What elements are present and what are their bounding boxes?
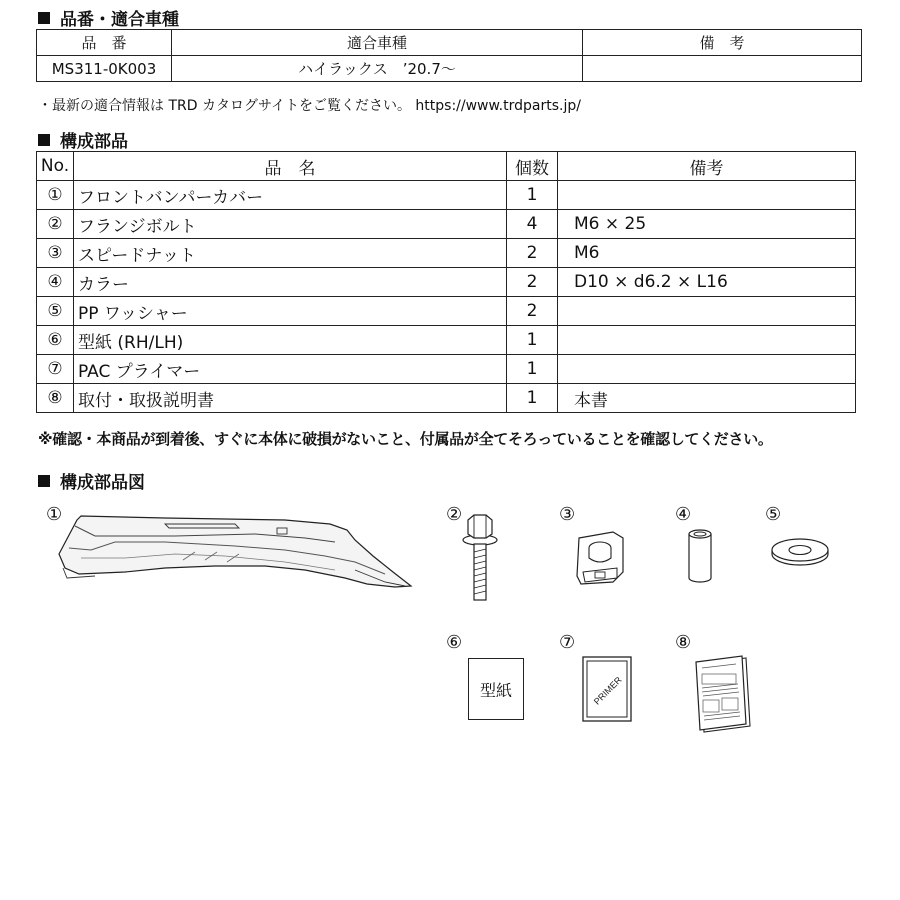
header-vehicle: 適合車種 [172,30,583,56]
part-number-3: ③ [559,504,576,525]
part-number-8: ⑧ [675,632,692,653]
parts-section-title: 構成部品 [60,132,128,152]
diagram-section-heading [38,468,145,493]
row-name: PP ワッシャー [74,297,507,326]
row-note [558,326,856,355]
row-note [558,181,856,210]
vehicle-fitment: ハイラックス ’20.7～ [172,56,583,82]
square-bullet-icon [38,134,50,146]
row-qty: 1 [507,355,558,384]
header-part-number: 品 番 [37,30,172,56]
part-number-1: ① [46,504,63,525]
row-qty: 1 [507,384,558,413]
parts-section-heading [38,127,128,152]
collar-illustration [685,528,715,584]
part-number: MS311-0K003 [37,56,172,82]
header-qty: 個数 [507,152,558,181]
product-table-row [37,56,862,82]
row-no: ⑤ [37,297,74,326]
pp-washer-illustration [770,535,830,569]
row-no: ③ [37,239,74,268]
diagram-section-title: 構成部品図 [60,473,145,493]
product-table-header [37,30,862,56]
primer-pad-illustration [582,656,632,722]
product-table [36,29,862,82]
part-number-6: ⑥ [446,632,463,653]
square-bullet-icon [38,475,50,487]
part-number-5: ⑤ [765,504,782,525]
header-note: 備考 [558,152,856,181]
table-row [37,239,856,268]
header-name: 品 名 [74,152,507,181]
part-number-4: ④ [675,504,692,525]
primer-label: PRIMER [591,674,624,707]
row-qty: 1 [507,181,558,210]
row-note: M6 [558,239,856,268]
part-number-2: ② [446,504,463,525]
header-no: No. [37,152,74,181]
row-note [558,355,856,384]
row-qty: 2 [507,268,558,297]
row-no: ⑦ [37,355,74,384]
row-name: 型紙 (RH/LH) [74,326,507,355]
row-qty: 2 [507,297,558,326]
row-name: フランジボルト [74,210,507,239]
row-note [558,297,856,326]
row-qty: 2 [507,239,558,268]
square-bullet-icon [38,12,50,24]
header-remarks: 備 考 [583,30,862,56]
table-row [37,268,856,297]
row-no: ② [37,210,74,239]
instruction-manual-illustration [692,654,756,734]
part-number-7: ⑦ [559,632,576,653]
product-section-heading [38,5,179,30]
row-qty: 4 [507,210,558,239]
table-row [37,384,856,413]
template-paper-illustration [468,658,524,720]
row-name: カラー [74,268,507,297]
row-name: スピードナット [74,239,507,268]
speed-nut-illustration [573,528,629,588]
parts-table [36,151,856,413]
row-note: D10 × d6.2 × L16 [558,268,856,297]
row-name: 取付・取扱説明書 [74,384,507,413]
row-no: ① [37,181,74,210]
row-qty: 1 [507,326,558,355]
product-section-title: 品番・適合車種 [60,10,179,30]
bumper-cover-illustration [55,512,415,592]
info-note: ・最新の適合情報は TRD カタログサイトをご覧ください。 https://www.trdparts.jp/ [38,98,581,114]
row-no: ⑥ [37,326,74,355]
row-no: ④ [37,268,74,297]
row-name: PAC プライマー [74,355,507,384]
template-label: 型紙 [479,680,512,700]
flange-bolt-illustration [460,512,500,604]
table-row [37,297,856,326]
table-row [37,355,856,384]
row-note: M6 × 25 [558,210,856,239]
row-name: フロントバンパーカバー [74,181,507,210]
row-note: 本書 [558,384,856,413]
table-row [37,326,856,355]
table-row [37,181,856,210]
confirmation-warning: ※確認・本商品が到着後、すぐに本体に破損がないこと、付属品が全てそろっていることを確認してください。 [38,430,773,448]
table-row [37,210,856,239]
row-no: ⑧ [37,384,74,413]
remarks-cell [583,56,862,82]
parts-table-header [37,152,856,181]
